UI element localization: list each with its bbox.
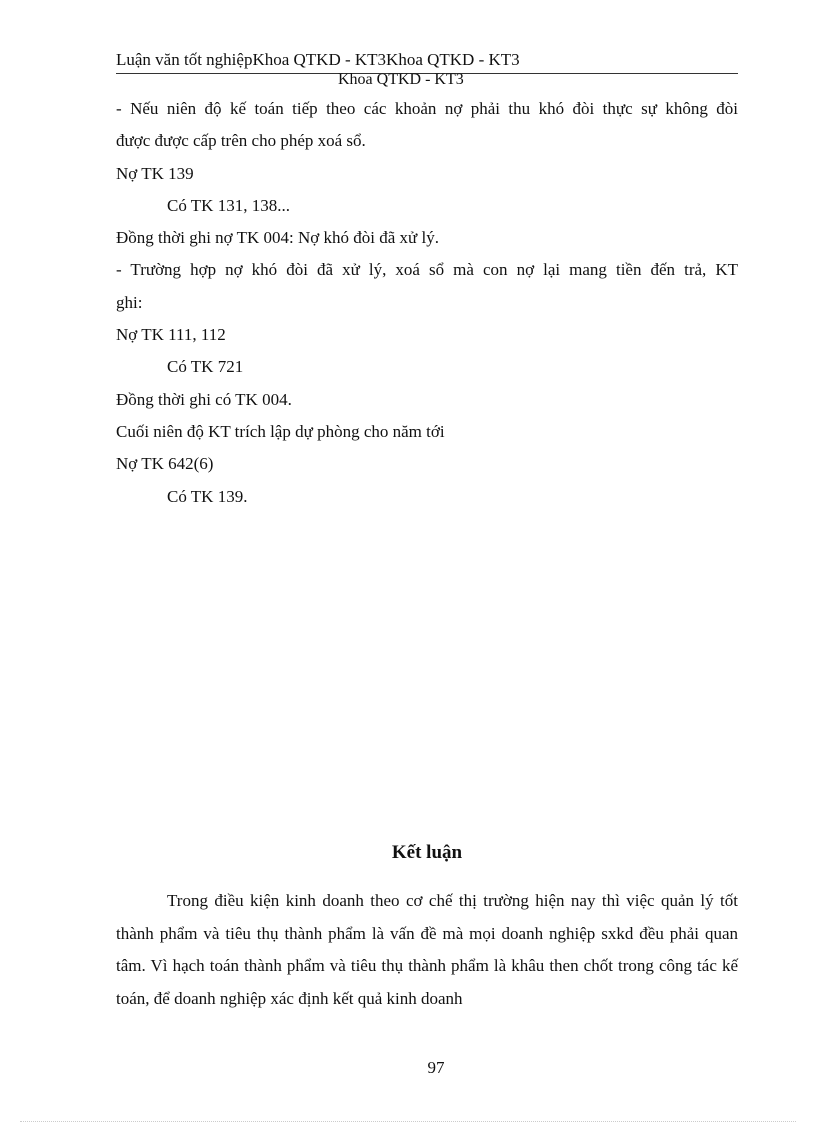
section-heading: Kết luận (391, 842, 463, 863)
paragraph: - Trường hợp nợ khó đòi đã xử lý, xoá sổ mà con nợ lại mang tiền đến trả, KT (116, 260, 738, 280)
paragraph: Đồng thời ghi nợ TK 004: Nợ khó đòi đã xử lý. (116, 228, 439, 248)
credit-entry: Có TK 721 (167, 357, 244, 377)
conclusion-paragraph: Trong điều kiện kinh doanh theo cơ chế thị trường hiện nay thì việc quản lý tốt thành phẩm và tiêu thụ thành phẩm là vấn đề mà mọi doanh nghiệp sxkd đều phải quan tâm. Vì hạch toán thành phẩm và tiêu thụ thành phẩm là khâu then chốt trong công tác kế toán, để doanh nghiệp xác định kết quả kinh doanh (116, 891, 738, 1008)
credit-entry: Có TK 139. (167, 486, 248, 506)
accounting-entries (116, 93, 738, 513)
paragraph: - Nếu niên độ kế toán tiếp theo các khoản nợ phải thu khó đòi thực sự không đòi (116, 99, 738, 118)
debit-entry: Nợ TK 111, 112 (116, 325, 226, 345)
running-header: Luận văn tốt nghiệpKhoa QTKD - KT3Khoa QTKD - KT3 (116, 50, 520, 69)
conclusion-section (116, 885, 738, 1015)
page-number: 97 (427, 1058, 445, 1077)
paragraph: được được cấp trên cho phép xoá sổ. (116, 131, 366, 151)
credit-entry: Có TK 131, 138... (167, 195, 290, 215)
debit-entry: Nợ TK 642(6) (116, 454, 214, 474)
paragraph: Cuối niên độ KT trích lập dự phòng cho năm tới (116, 421, 445, 441)
debit-entry: Nợ TK 139 (116, 163, 194, 183)
running-header-secondary: Khoa QTKD - KT3 (338, 71, 464, 88)
page-bottom-border (20, 1121, 796, 1122)
paragraph: ghi: (116, 292, 143, 312)
paragraph: Đồng thời ghi có TK 004. (116, 389, 292, 409)
